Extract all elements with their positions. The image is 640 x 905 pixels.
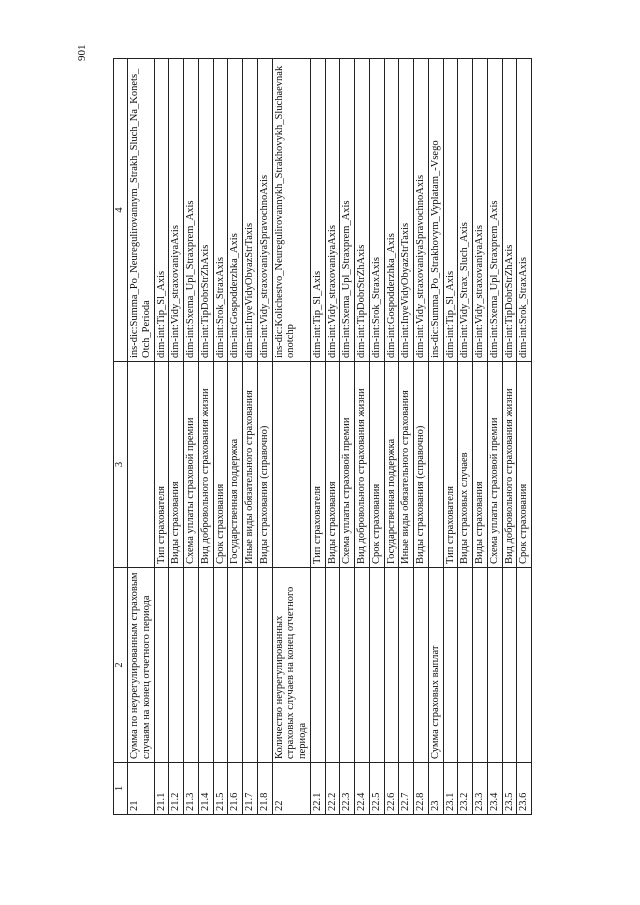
header-cell: 3	[114, 362, 128, 568]
indicator-name-cell	[184, 568, 199, 763]
element-code-cell: dim-int:Tip_Sl_Axis	[154, 59, 169, 362]
dimension-name-cell: Тип страхователя	[154, 362, 169, 568]
dimension-name-cell	[272, 362, 310, 568]
table-row	[198, 59, 213, 815]
table-row	[502, 59, 517, 815]
table-row	[184, 59, 199, 815]
indicator-name-cell	[487, 568, 502, 763]
row-number-cell: 21.8	[257, 763, 272, 815]
element-code-cell: dim-int:Vidy_Strax_Sluch_Axis	[458, 59, 473, 362]
row-number-cell: 22.5	[369, 763, 384, 815]
indicator-name-cell	[355, 568, 370, 763]
dimension-name-cell: Срок страхования	[213, 362, 228, 568]
dimension-name-cell: Виды страхования	[473, 362, 488, 568]
dimension-name-cell: Виды страхования	[169, 362, 184, 568]
row-number-cell: 21.4	[198, 763, 213, 815]
element-code-cell: dim-int:Gospodderzhka_Axis	[384, 59, 399, 362]
element-code-cell: dim-int:Tip_Sl_Axis	[310, 59, 325, 362]
row-number-cell: 21.7	[243, 763, 258, 815]
row-number-cell: 22.2	[325, 763, 340, 815]
element-code-cell: ins-dic:Summa_Po_Neuregulirovannym_Strakh_Sluch_Na_Konets_Otch_Perioda	[128, 59, 155, 362]
table-row	[428, 59, 443, 815]
indicator-name-cell	[458, 568, 473, 763]
table-row	[272, 59, 310, 815]
table-row	[384, 59, 399, 815]
table-row	[414, 59, 429, 815]
indicator-name-cell	[325, 568, 340, 763]
dimension-name-cell: Иные виды обязательного страхования	[399, 362, 414, 568]
table-row	[243, 59, 258, 815]
element-code-cell: dim-int:Srok_StraxAxis	[369, 59, 384, 362]
element-code-cell: ins-dic:Kolichestvo_Neuregulirovannykh_Strakhovykh_Sluchaevnakonotchp	[272, 59, 310, 362]
data-table	[113, 58, 532, 815]
element-code-cell: dim-int:Tip_Sl_Axis	[443, 59, 458, 362]
row-number-cell: 22	[272, 763, 310, 815]
dimension-name-cell: Государственная поддержка	[384, 362, 399, 568]
indicator-name-cell	[473, 568, 488, 763]
table-row	[169, 59, 184, 815]
dimension-name-cell: Виды страхования	[325, 362, 340, 568]
element-code-cell: dim-int:InyeVidyObyazStrTaxis	[243, 59, 258, 362]
indicator-name-cell: Сумма страховых выплат	[428, 568, 443, 763]
dimension-name-cell: Иные виды обязательного страхования	[243, 362, 258, 568]
dimension-name-cell: Виды страховых случаев	[458, 362, 473, 568]
row-number-cell: 21.1	[154, 763, 169, 815]
page-number: 901	[76, 44, 88, 61]
row-number-cell: 22.3	[340, 763, 355, 815]
row-number-cell: 22.1	[310, 763, 325, 815]
dimension-name-cell: Тип страхователя	[443, 362, 458, 568]
row-number-cell: 21.3	[184, 763, 199, 815]
element-code-cell: dim-int:Vidy_straxovaniyaAxis	[169, 59, 184, 362]
table-row	[257, 59, 272, 815]
dimension-name-cell: Государственная поддержка	[228, 362, 243, 568]
dimension-name-cell: Схема уплаты страховой премии	[340, 362, 355, 568]
dimension-name-cell: Срок страхования	[517, 362, 532, 568]
indicator-name-cell	[257, 568, 272, 763]
indicator-name-cell	[517, 568, 532, 763]
row-number-cell: 21.2	[169, 763, 184, 815]
header-cell: 2	[114, 568, 128, 763]
indicator-name-cell	[213, 568, 228, 763]
indicator-name-cell	[243, 568, 258, 763]
row-number-cell: 22.7	[399, 763, 414, 815]
table-row	[228, 59, 243, 815]
element-code-cell: dim-int:Vidy_straxovaniyaAxis	[473, 59, 488, 362]
dimension-name-cell: Схема уплаты страховой премии	[487, 362, 502, 568]
indicator-name-cell	[310, 568, 325, 763]
indicator-name-cell	[502, 568, 517, 763]
table-row	[355, 59, 370, 815]
dimension-name-cell: Вид добровольного страхования жизни	[502, 362, 517, 568]
indicator-name-cell	[384, 568, 399, 763]
element-code-cell: dim-int:InyeVidyObyazStrTaxis	[399, 59, 414, 362]
indicator-name-cell: Количество неурегулированных страховых случаев на конец отчетного периода	[272, 568, 310, 763]
dimension-name-cell: Вид добровольного страхования жизни	[198, 362, 213, 568]
row-number-cell: 22.8	[414, 763, 429, 815]
indicator-name-cell	[414, 568, 429, 763]
table-row	[325, 59, 340, 815]
table-row	[443, 59, 458, 815]
indicator-name-cell	[340, 568, 355, 763]
table-row	[517, 59, 532, 815]
header-cell: 4	[114, 59, 128, 362]
table-row	[213, 59, 228, 815]
row-number-cell: 22.4	[355, 763, 370, 815]
table-row	[458, 59, 473, 815]
element-code-cell: dim-int:Srok_StraxAxis	[213, 59, 228, 362]
element-code-cell: dim-int:TipDobrStrZhAxis	[355, 59, 370, 362]
row-number-cell: 23.4	[487, 763, 502, 815]
element-code-cell: dim-int:Srok_StraxAxis	[517, 59, 532, 362]
dimension-name-cell: Схема уплаты страховой премии	[184, 362, 199, 568]
row-number-cell: 23.5	[502, 763, 517, 815]
row-number-cell: 22.6	[384, 763, 399, 815]
header-cell: 1	[114, 763, 128, 815]
indicator-name-cell: Сумма по неурегулированным страховым случаям на конец отчетного периода	[128, 568, 155, 763]
element-code-cell: ins-dic:Summa_Po_Strakhovym_Vyplatam_-Vsego	[428, 59, 443, 362]
element-code-cell: dim-int:Vidy_straxovaniyaSpravochnoAxis	[414, 59, 429, 362]
element-code-cell: dim-int:Sxema_Upl_Straxprem_Axis	[184, 59, 199, 362]
table-row	[154, 59, 169, 815]
element-code-cell: dim-int:Gospodderzhka_Axis	[228, 59, 243, 362]
dimension-name-cell	[128, 362, 155, 568]
indicator-name-cell	[399, 568, 414, 763]
element-code-cell: dim-int:Sxema_Upl_Straxprem_Axis	[487, 59, 502, 362]
header-row	[114, 59, 128, 815]
row-number-cell: 21.5	[213, 763, 228, 815]
table-row	[310, 59, 325, 815]
element-code-cell: dim-int:Vidy_straxovaniyaAxis	[325, 59, 340, 362]
row-number-cell: 21	[128, 763, 155, 815]
dimension-name-cell: Виды страхования (справочно)	[257, 362, 272, 568]
table-row	[487, 59, 502, 815]
table-row	[399, 59, 414, 815]
indicator-name-cell	[228, 568, 243, 763]
table-row	[128, 59, 155, 815]
dimension-name-cell: Вид добровольного страхования жизни	[355, 362, 370, 568]
table-row	[369, 59, 384, 815]
row-number-cell: 21.6	[228, 763, 243, 815]
element-code-cell: dim-int:TipDobrStrZhAxis	[502, 59, 517, 362]
indicator-name-cell	[369, 568, 384, 763]
indicator-name-cell	[169, 568, 184, 763]
element-code-cell: dim-int:TipDobrStrZhAxis	[198, 59, 213, 362]
row-number-cell: 23.3	[473, 763, 488, 815]
row-number-cell: 23.6	[517, 763, 532, 815]
element-code-cell: dim-int:Vidy_straxovaniyaSpravochnoAxis	[257, 59, 272, 362]
table-row	[473, 59, 488, 815]
row-number-cell: 23.2	[458, 763, 473, 815]
indicator-name-cell	[154, 568, 169, 763]
dimension-name-cell: Срок страхования	[369, 362, 384, 568]
row-number-cell: 23.1	[443, 763, 458, 815]
indicator-name-cell	[198, 568, 213, 763]
dimension-name-cell: Виды страхования (справочно)	[414, 362, 429, 568]
element-code-cell: dim-int:Sxema_Upl_Straxprem_Axis	[340, 59, 355, 362]
dimension-name-cell	[428, 362, 443, 568]
indicator-name-cell	[443, 568, 458, 763]
dimension-name-cell: Тип страхователя	[310, 362, 325, 568]
row-number-cell: 23	[428, 763, 443, 815]
table-row	[340, 59, 355, 815]
